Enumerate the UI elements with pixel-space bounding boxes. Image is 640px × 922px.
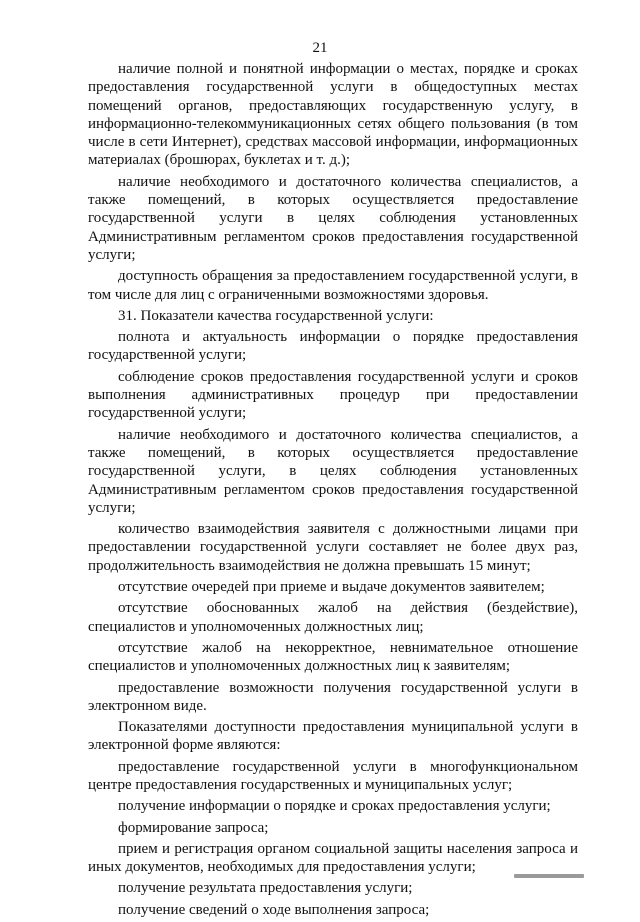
paragraph: отсутствие очередей при приеме и выдаче документов заявителем; bbox=[118, 579, 545, 596]
paragraph: прием и регистрация органом социальной защиты населения запроса и иных документов, необходимых для предоставления услуги; bbox=[88, 840, 578, 876]
paragraph: наличие необходимого и достаточного количества специалистов, а также помещений, в которых осуществляется предоставление государственной услуги в целях соблюдения установленных Административным регламентом сроков предоставления государственной услуги; bbox=[88, 173, 578, 263]
section-heading: 31. Показатели качества государственной услуги: bbox=[118, 307, 434, 324]
paragraph: получение сведений о ходе выполнения запроса; bbox=[118, 901, 430, 918]
paragraph: соблюдение сроков предоставления государственной услуги и сроков выполнения административных процедур при предоставлении государственной услуги; bbox=[88, 368, 578, 422]
scan-mark bbox=[514, 874, 584, 878]
paragraph: доступность обращения за предоставлением государственной услуги, в том числе для лиц с ограниченными возможностями здоровья. bbox=[88, 268, 578, 303]
paragraph: полнота и актуальность информации о порядке предоставления государственной услуги; bbox=[88, 329, 578, 364]
paragraph: наличие полной и понятной информации о местах, порядке и сроках предоставления государственной услуги в общедоступных местах помещений органов, предоставляющих государственную услугу, в информационно-телекоммуникационных сетях общего пользования (в том числе в сети Интернет), средствах массовой информации, информационных материалах (брошюрах, буклетах и т. д.); bbox=[88, 61, 578, 169]
paragraph: отсутствие обоснованных жалоб на действия (бездействие), специалистов и уполномоченных должностных лиц; bbox=[88, 600, 578, 635]
paragraph: получение информации о порядке и сроках предоставления услуги; bbox=[118, 798, 551, 815]
page-number: 21 bbox=[312, 40, 328, 56]
paragraph: формирование запроса; bbox=[118, 819, 269, 836]
paragraph: предоставление государственной услуги в многофункциональном центре предоставления государственных и муниципальных услуг; bbox=[88, 758, 578, 793]
paragraph: получение результата предоставления услуги; bbox=[118, 880, 413, 897]
paragraph: предоставление возможности получения государственной услуги в электронном виде. bbox=[88, 679, 578, 714]
document-body bbox=[88, 60, 578, 922]
paragraph: отсутствие жалоб на некорректное, невнимательное отношение специалистов и уполномоченных должностных лиц к заявителям; bbox=[88, 639, 578, 675]
paragraph: Показателями доступности предоставления муниципальной услуги в электронной форме являются: bbox=[88, 719, 578, 754]
paragraph: наличие необходимого и достаточного количества специалистов, а также помещений, в которых осуществляется предоставление государственной услуги, в целях соблюдения установленных Административным регламентом сроков предоставления государственной услуги; bbox=[88, 426, 578, 516]
paragraph: количество взаимодействия заявителя с должностными лицами при предоставлении государственной услуги составляет не более двух раз, продолжительность взаимодействия не должна превышать 15 минут; bbox=[88, 521, 578, 574]
